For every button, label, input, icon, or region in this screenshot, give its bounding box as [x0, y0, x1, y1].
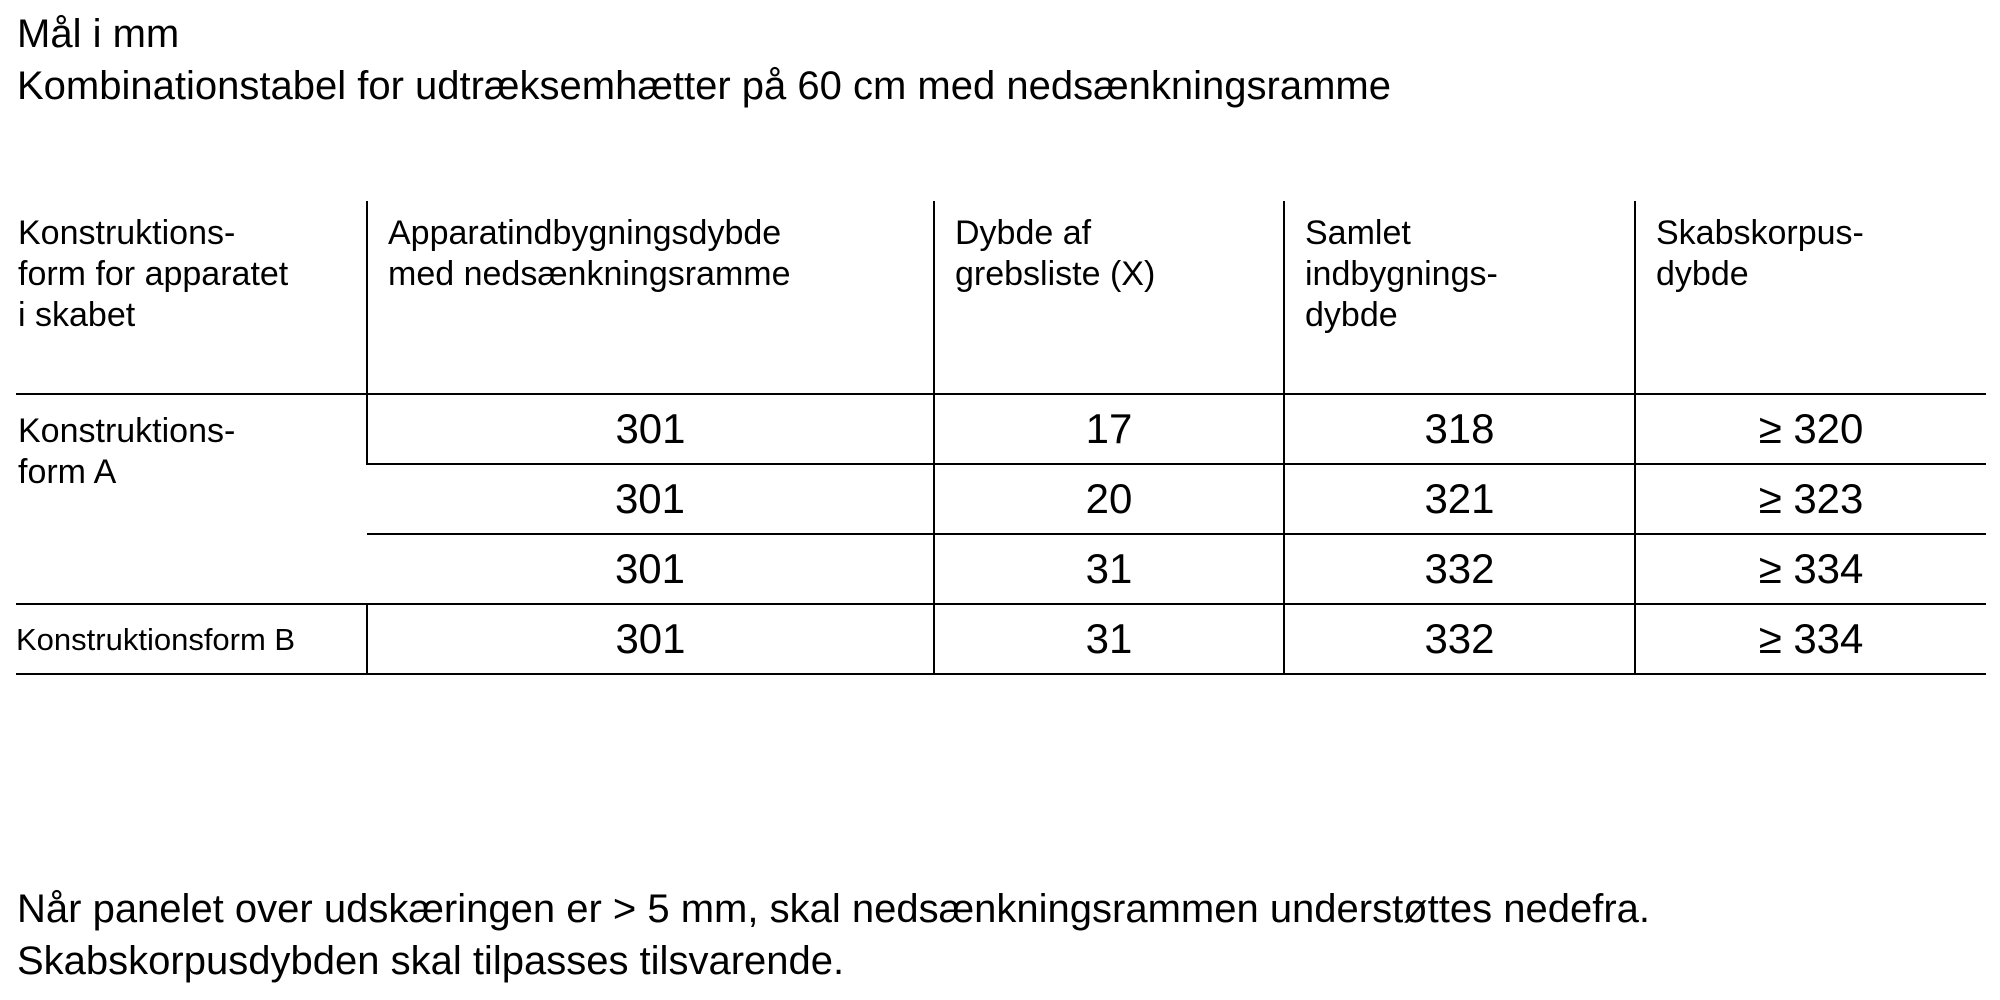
combination-table [16, 201, 1986, 675]
cell-appliance-depth: 301 [367, 394, 934, 464]
page-header [17, 8, 1391, 112]
footnote [17, 883, 1650, 987]
cell-handle-depth: 31 [934, 534, 1284, 604]
cell-appliance-depth: 301 [367, 534, 934, 604]
cell-handle-depth: 17 [934, 394, 1284, 464]
cell-handle-depth: 20 [934, 464, 1284, 534]
footnote-line: Skabskorpusdybden skal tilpasses tilsvarende. [17, 939, 845, 983]
cell-handle-depth: 31 [934, 604, 1284, 674]
header-cabinet-depth: Skabskorpus- dybde [1635, 201, 1986, 394]
page-title: Kombinationstabel for udtræksemhætter på 60 cm med nedsænkningsramme [17, 64, 1391, 108]
cell-total-depth: 332 [1284, 604, 1635, 674]
cell-appliance-depth: 301 [367, 464, 934, 534]
cell-cabinet-depth: ≥ 323 [1635, 464, 1986, 534]
table-row [16, 604, 1986, 674]
header-appliance-depth: Apparatindbygningsdybde med nedsænkningsramme [367, 201, 934, 394]
footnote-line: Når panelet over udskæringen er > 5 mm, skal nedsænkningsrammen understøttes nedefra. [17, 887, 1651, 931]
header-handle-depth: Dybde af grebsliste (X) [934, 201, 1284, 394]
header-construction-form: Konstruktions- form for apparatet i skabet [16, 201, 367, 394]
header-total-depth: Samlet indbygnings- dybde [1284, 201, 1635, 394]
cell-total-depth: 321 [1284, 464, 1635, 534]
units-label: Mål i mm [17, 12, 180, 56]
cell-cabinet-depth: ≥ 334 [1635, 534, 1986, 604]
cell-cabinet-depth: ≥ 320 [1635, 394, 1986, 464]
row-label-form-a: Konstruktions- form A [16, 394, 367, 604]
row-label-form-b: Konstruktionsform B [16, 604, 367, 674]
table-row [16, 394, 1986, 464]
table-header-row [16, 201, 1986, 394]
cell-total-depth: 318 [1284, 394, 1635, 464]
cell-total-depth: 332 [1284, 534, 1635, 604]
cell-appliance-depth: 301 [367, 604, 934, 674]
cell-cabinet-depth: ≥ 334 [1635, 604, 1986, 674]
